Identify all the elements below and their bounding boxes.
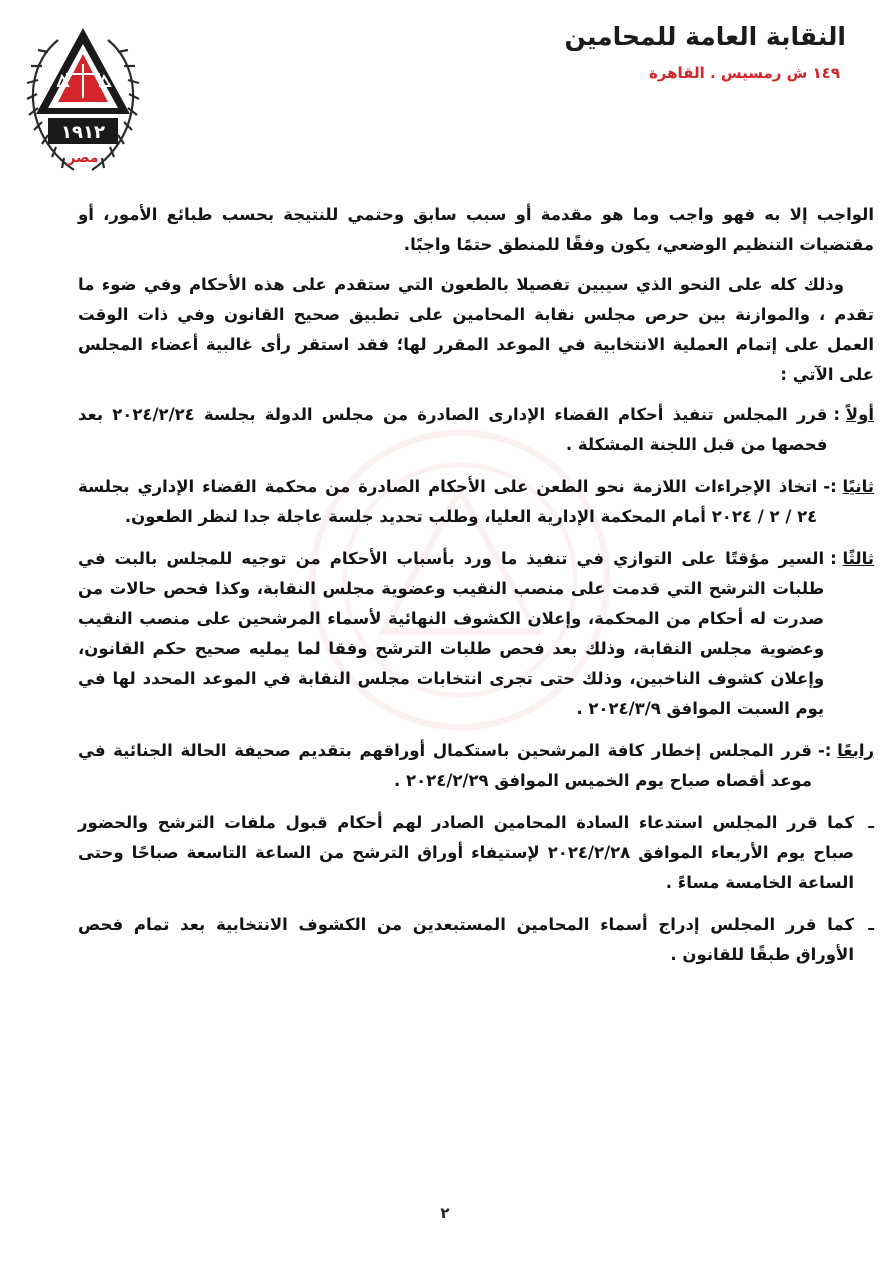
- item-text: قرر المجلس إخطار كافة المرشحين باستكمال أوراقهم بتقديم صحيفة الحالة الجنائية في موعد أقصاه صباح يوم الخميس الموافق ٢٠٢٤/٢/٢٩ .: [78, 741, 812, 790]
- logo-year: ١٩١٢: [61, 122, 105, 143]
- item-label: ثانيًا :-: [823, 477, 874, 496]
- decision-preamble: وذلك كله على النحو الذي سيبين تفصيلا بالطعون التي ستقدم على هذه الأحكام وفي ضوء ما تقدم ، والموازنة بين حرص مجلس نقابة المحامين على تطبيق صحيح القانون وفي ذات الوقت العمل على إتمام العملية الانتخابية في الموعد المقرر لها؛ فقد استقر رأى غالبية أعضاء المجلس على الآتي :: [78, 275, 874, 384]
- decision-item-fourth: [78, 736, 874, 796]
- syndicate-logo: [18, 18, 148, 188]
- additional-decision-item: [78, 910, 874, 970]
- decision-item-second: [78, 472, 874, 532]
- dash-mark: ـ: [868, 915, 874, 934]
- dash-text: كما قرر المجلس إدراج أسماء المحامين المستبعدين من الكشوف الانتخابية بعد تمام فحص الأوراق طبقًا للقانون .: [78, 915, 854, 964]
- item-text: السير مؤقتًا على التوازي في تنفيذ ما ورد بأسباب الأحكام من توجيه للمجلس بالبت في طلبات الترشح التي قدمت على منصب النقيب وعضوية مجلس النقابة، وكذا فحص حالات من صدرت له أحكام من المحكمة، وإعلان الكشوف النهائية لأسماء المرشحين على منصب النقيب وعضوية مجلس النقابة، وذلك بعد فحص طلبات الترشح وفقا لما يمليه صحيح حكم القانون، وإعلان كشوف الناخبين، وذلك حتى تجرى انتخابات مجلس النقابة في الموعد المحدد لها في يوم السبت الموافق ٢٠٢٤/٣/٩ .: [78, 549, 825, 718]
- letter-body: [78, 200, 874, 982]
- item-text: قرر المجلس تنفيذ أحكام القضاء الإدارى الصادرة من مجلس الدولة بجلسة ٢٠٢٤/٢/٢٤ بعد فحصها من قبل اللجنة المشكلة .: [78, 405, 828, 454]
- item-label: ثالثًا :: [830, 549, 874, 568]
- header-address: ١٤٩ ش رمسيس . القاهرة: [648, 64, 840, 82]
- item-text: اتخاذ الإجراءات اللازمة نحو الطعن على الأحكام الصادرة من محكمة القضاء الإداري بجلسة ٢٤ / ٢ / ٢٠٢٤ أمام المحكمة الإدارية العليا، وطلب تحديد جلسة عاجلة جدا لنظر الطعون.: [78, 477, 818, 526]
- page-number: ٢: [440, 1204, 450, 1222]
- dash-mark: ـ: [868, 813, 874, 832]
- item-label: أولاً :: [833, 405, 874, 424]
- logo-country: مصر: [67, 150, 99, 166]
- decision-item-first: [78, 400, 874, 460]
- header-org-name: النقابة العامة للمحامين: [564, 22, 846, 51]
- additional-decision-item: [78, 808, 874, 898]
- item-label: رابعًا :-: [817, 741, 874, 760]
- decision-item-third: [78, 544, 874, 724]
- dash-text: كما قرر المجلس استدعاء السادة المحامين الصادر لهم أحكام قبول ملفات الترشح والحضور صباح يوم الأربعاء الموافق ٢٠٢٤/٢/٢٨ لإستيفاء أوراق الترشح من الساعة التاسعة صباحًا وحتى الساعة الخامسة مساءً .: [78, 813, 854, 892]
- intro-paragraph: الواجب إلا به فهو واجب وما هو مقدمة أو سبب سابق وحتمي للنتيجة بحسب طبائع الأمور، أو مقتضيات التنظيم الوضعي، يكون وفقًا للمنطق حتمًا واجبًا.: [78, 205, 874, 254]
